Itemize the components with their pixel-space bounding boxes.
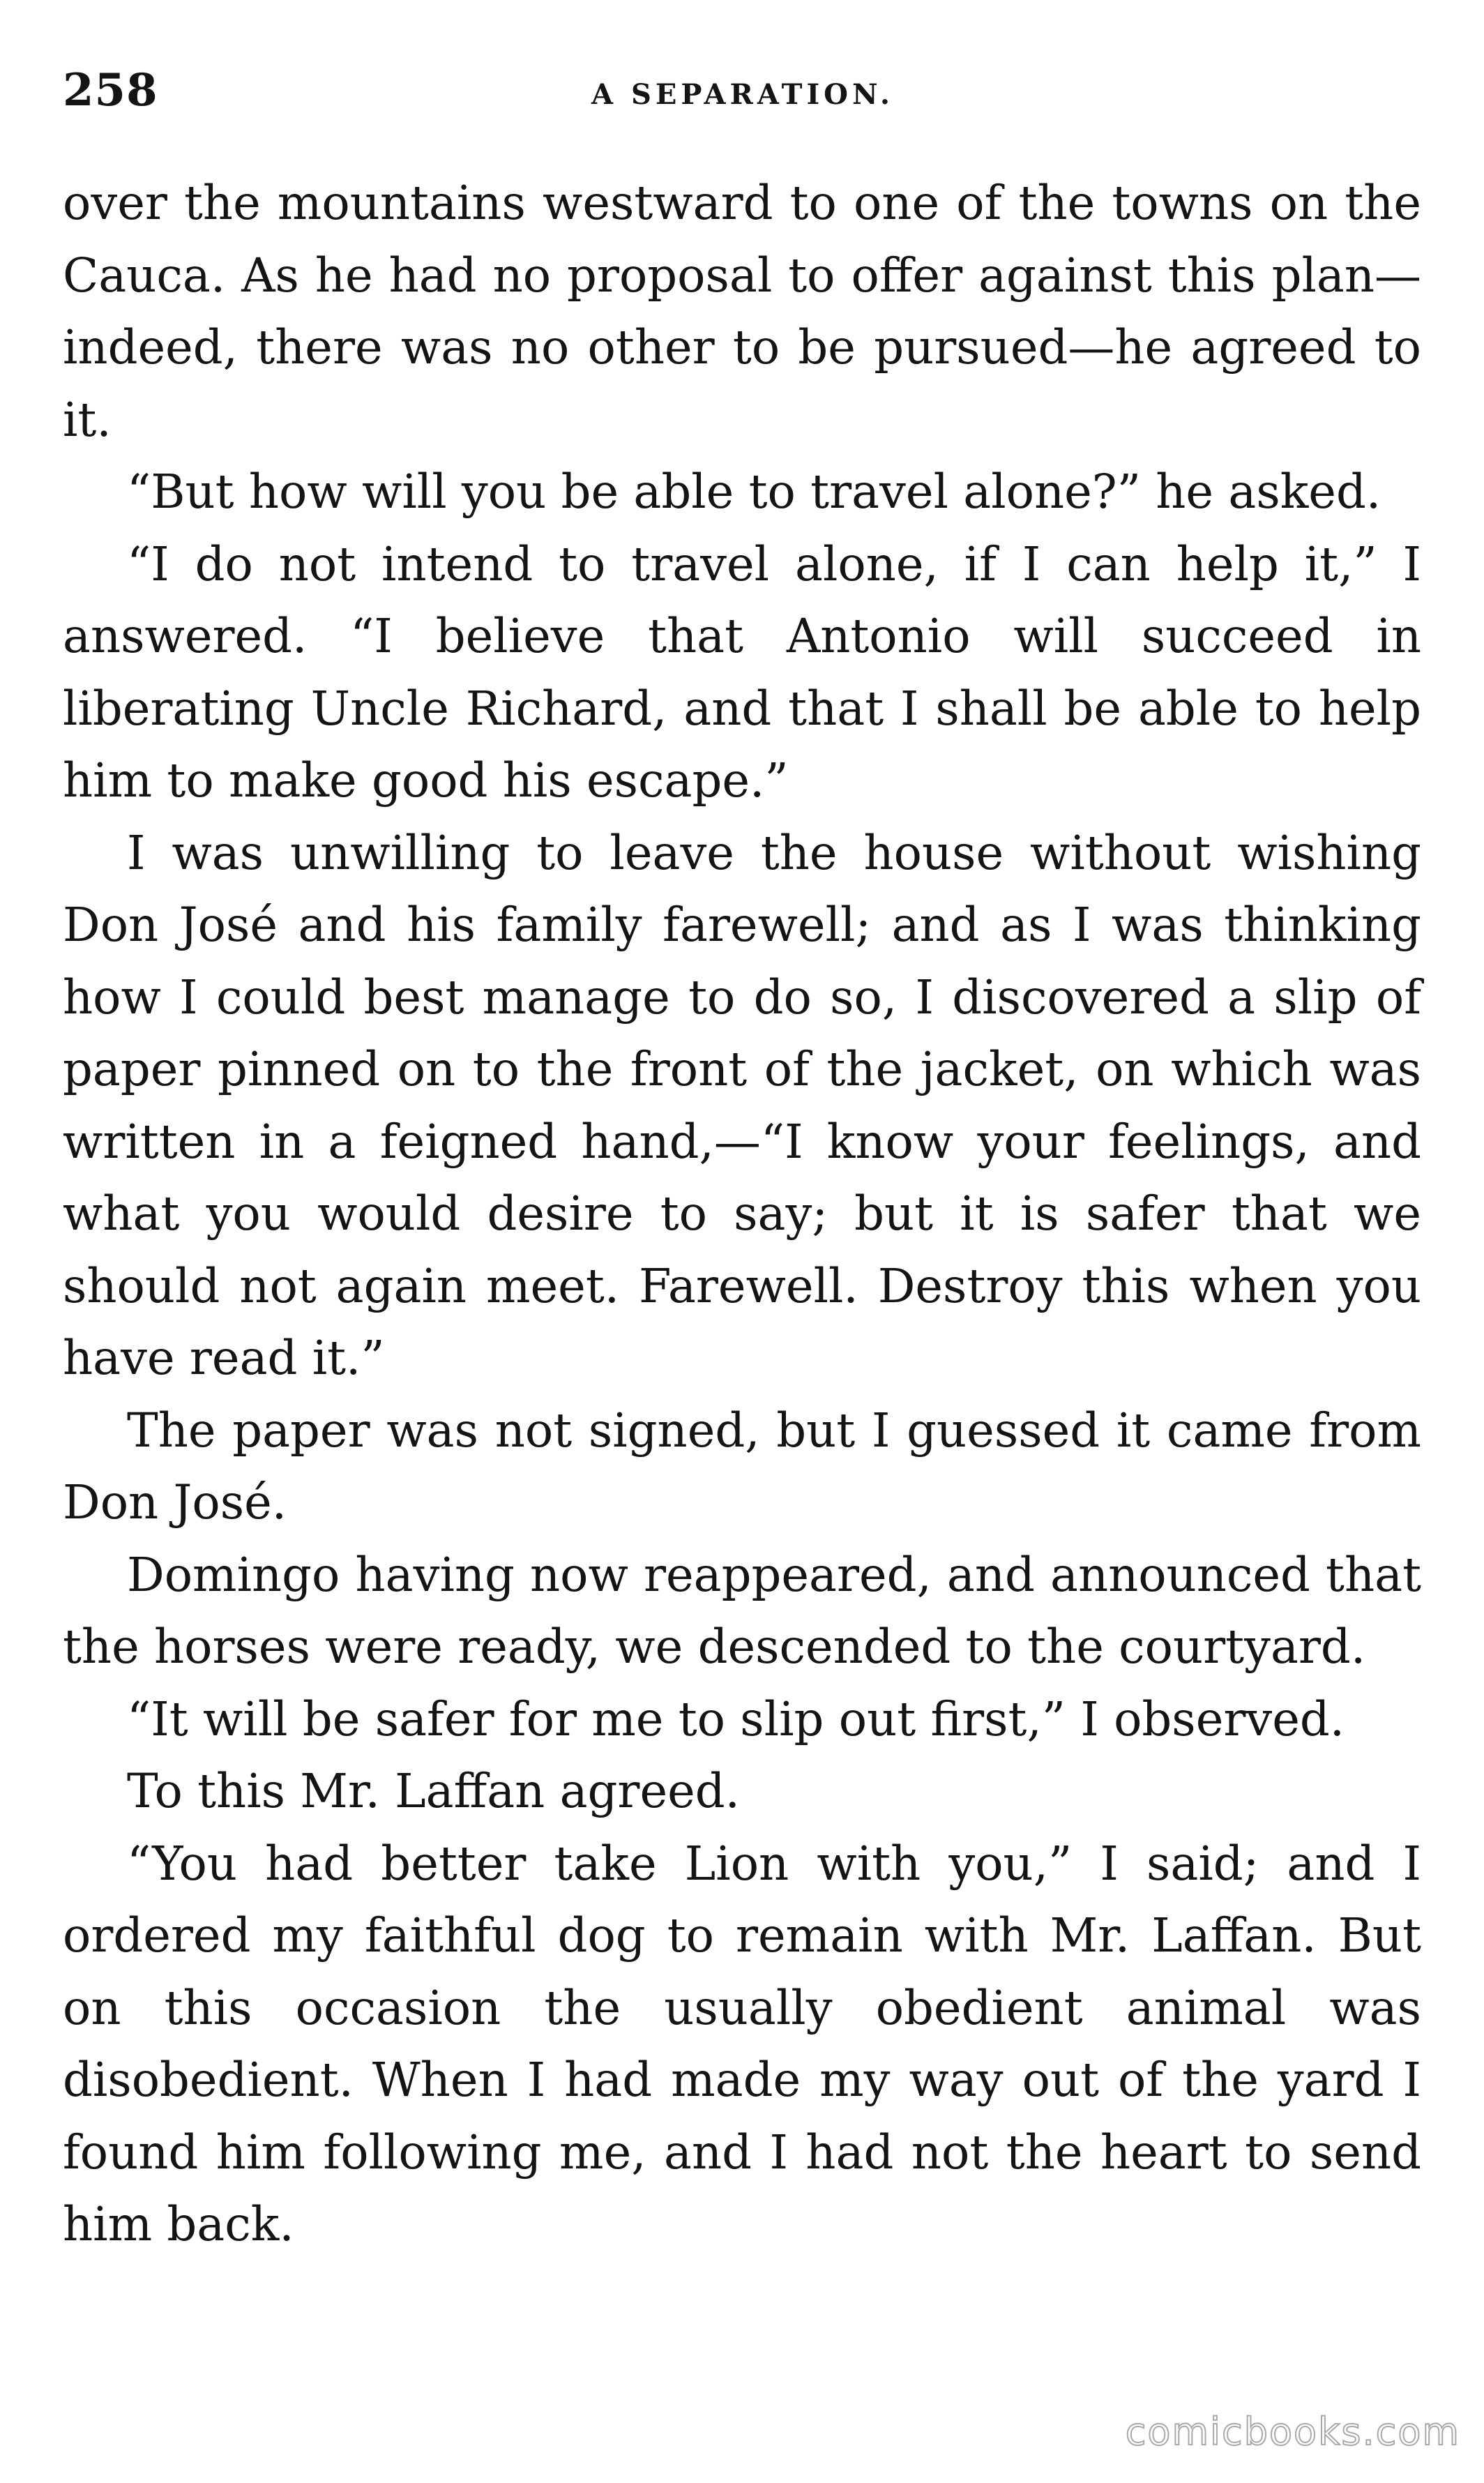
paragraph: The paper was not signed, but I guessed it came from Don José. <box>63 1403 1421 1530</box>
paragraph-continued: over the mountains westward to one of the towns on the Cauca. As he had no proposal to offer against this plan—indeed, there was no other to be pursued—he agreed to it. <box>63 176 1421 447</box>
paragraph: “I do not intend to travel alone, if I can help it,” I answered. “I believe that Antonio will succeed in liberating Uncle Richard, and that I shall be able to help him to make good his escape.” <box>63 536 1421 808</box>
paragraph: “You had better take Lion with you,” I said; and I ordered my faithful dog to remain with Mr. Laffan. But on this occasion the usually obedient animal was disobedient. When I had made my way out of the yard I found him following me, and I had not the heart to send him back. <box>63 1836 1421 2251</box>
paragraph: “It will be safer for me to slip out first,” I observed. <box>127 1691 1345 1746</box>
running-title: A SEPARATION. <box>591 78 894 111</box>
running-head <box>63 64 1423 127</box>
paragraph: To this Mr. Laffan agreed. <box>127 1764 740 1818</box>
paragraph: I was unwilling to leave the house without wishing Don José and his family farewell; and as I was thinking how I could best manage to do so, I discovered a slip of paper pinned on to the front of the jacket, on which was written in a feigned hand,—“I know your feelings, and what you would desire to say; but it is safer that we should not again meet. Farewell. Destroy this when you have read it.” <box>63 825 1421 1385</box>
paragraph: Domingo having now reappeared, and announced that the horses were ready, we descended to the courtyard. <box>63 1547 1421 1674</box>
page-number: 258 <box>63 64 158 116</box>
watermark: comicbooks.com <box>1125 2410 1460 2454</box>
body-text <box>63 167 1421 2261</box>
paragraph: “But how will you be able to travel alone?” he asked. <box>127 465 1381 519</box>
